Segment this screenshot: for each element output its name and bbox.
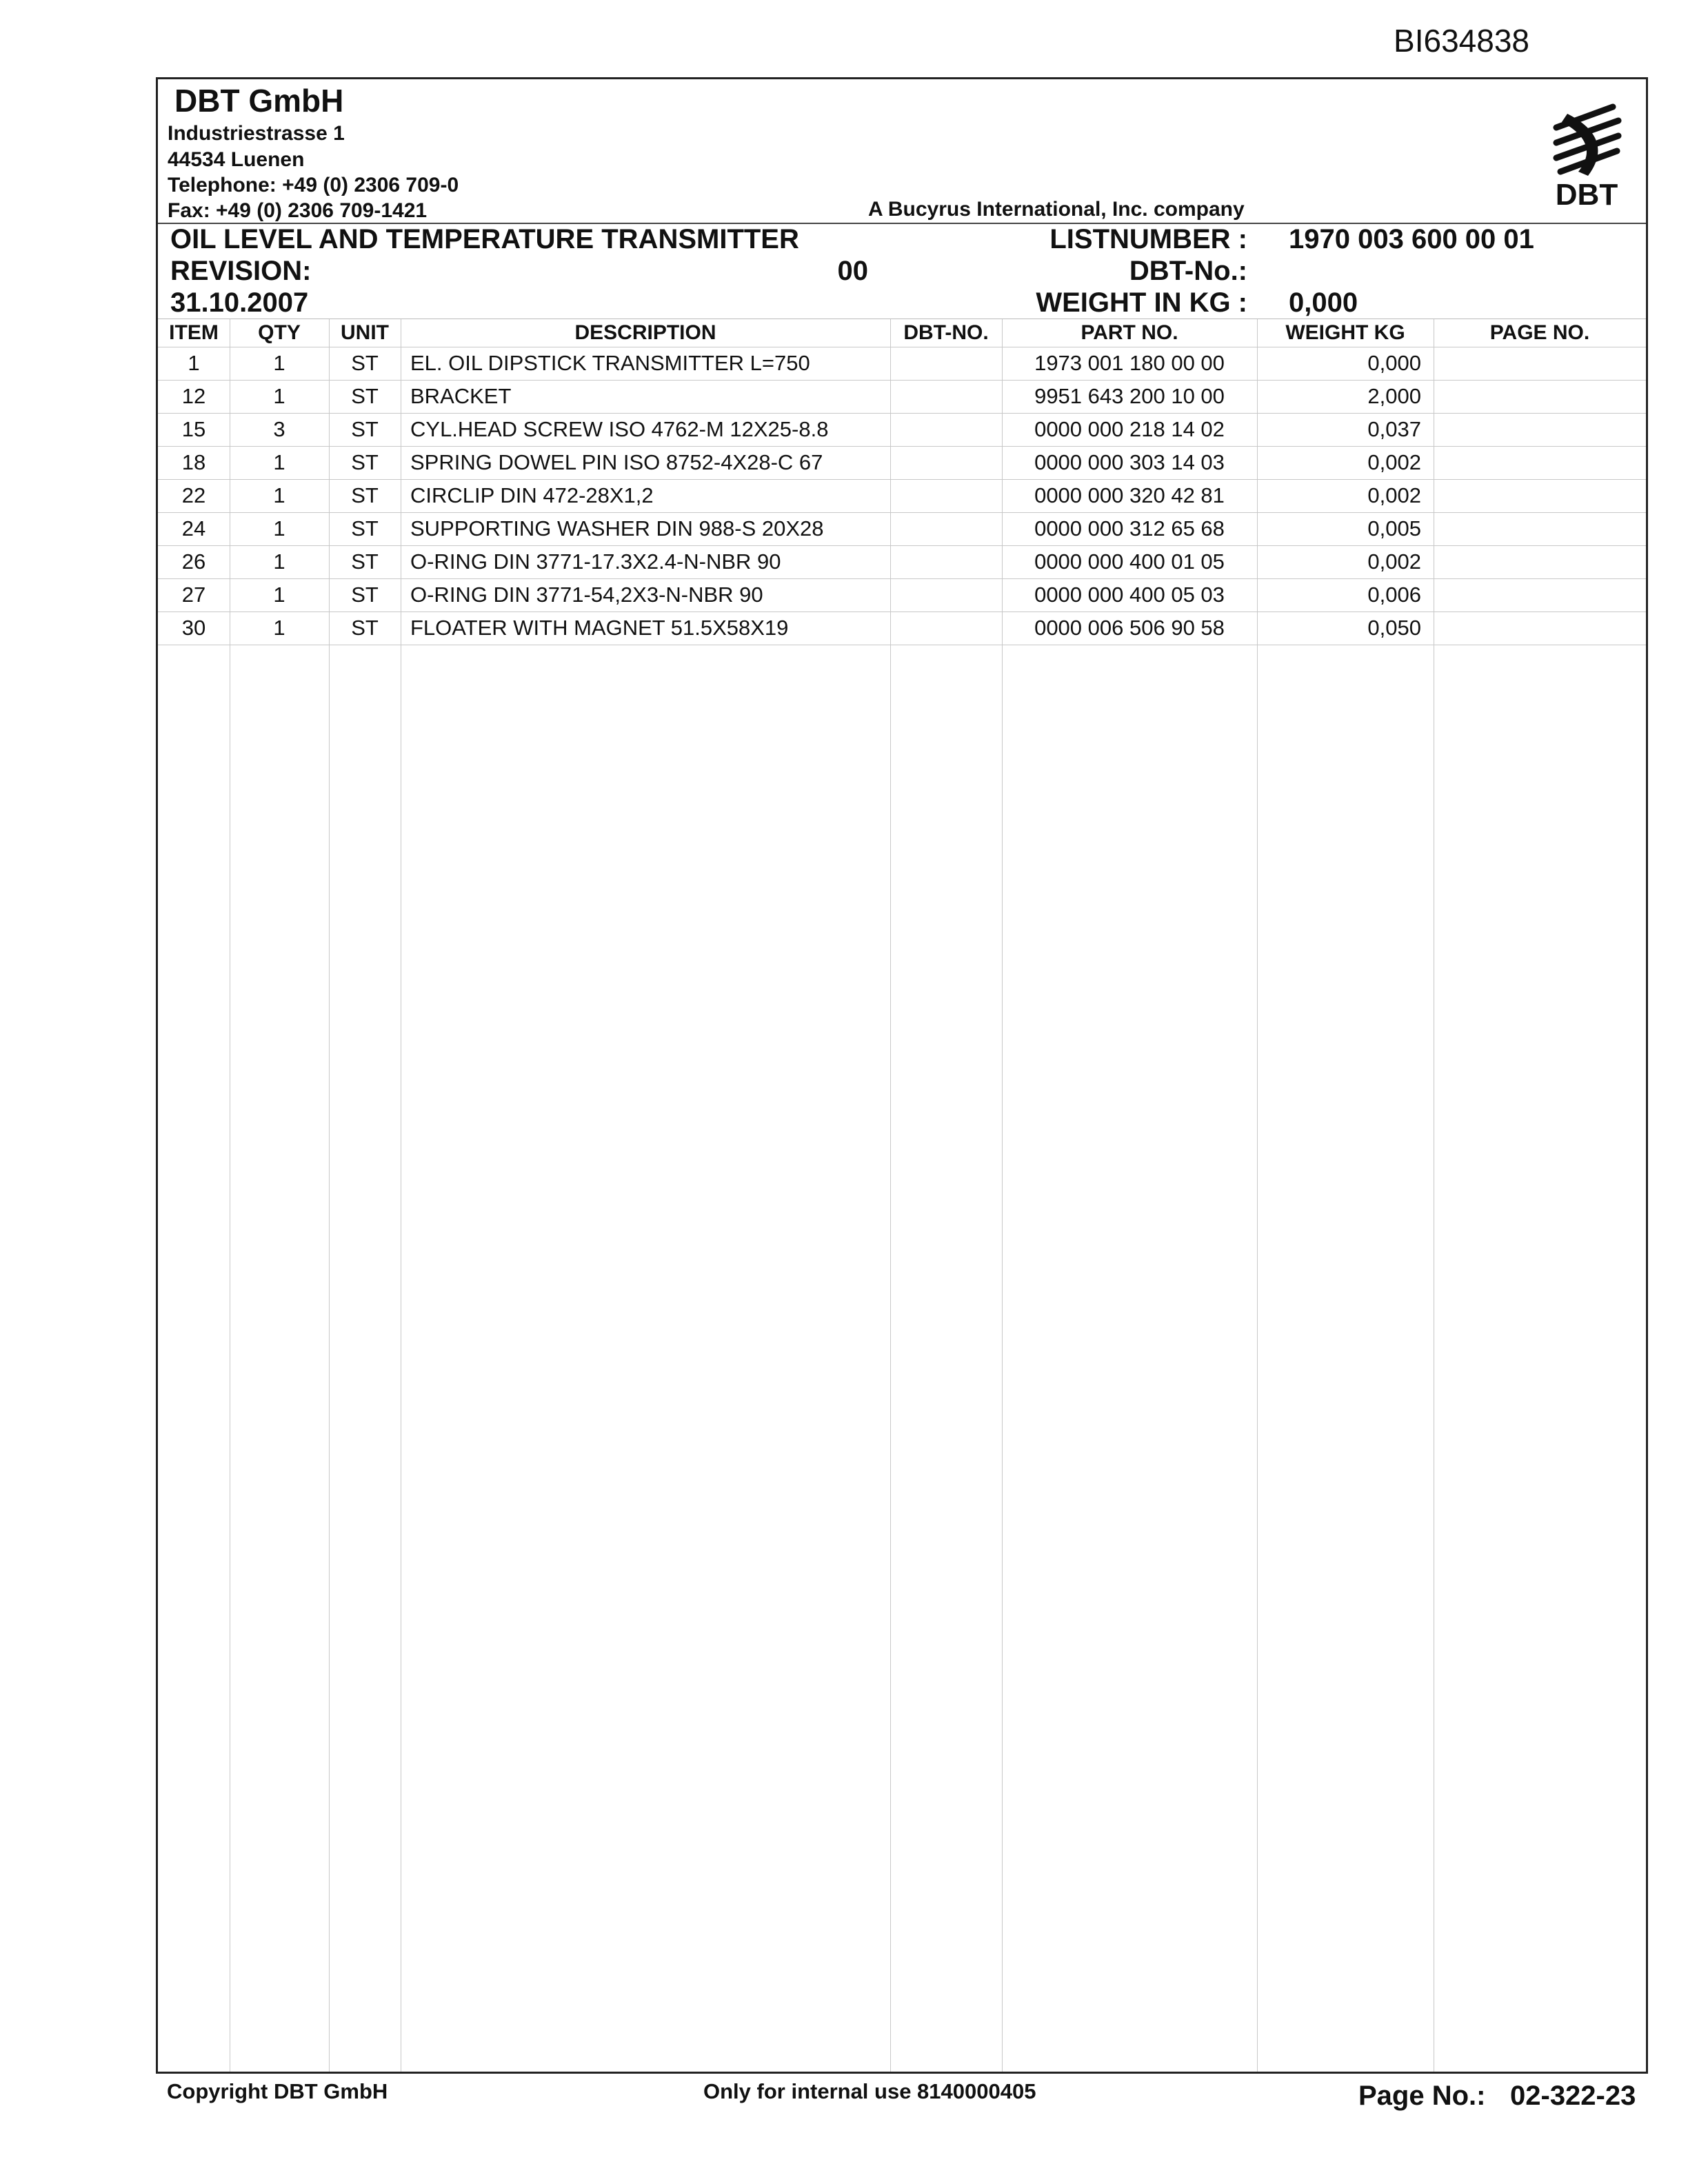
dbt-no-cell	[890, 380, 1002, 413]
description-cell: O-RING DIN 3771-17.3X2.4-N-NBR 90	[410, 549, 781, 574]
dbt-no-cell	[890, 347, 1002, 380]
unit-cell: ST	[351, 450, 379, 474]
table-row	[158, 611, 1646, 645]
page-number-label: Page No.:	[1358, 2081, 1486, 2111]
dbt-no-cell	[890, 545, 1002, 578]
part-no-cell: 0000 000 312 65 68	[1034, 516, 1225, 540]
page-no-cell	[1434, 479, 1646, 512]
header-part-no: PART NO.	[1081, 321, 1178, 344]
table-row	[158, 413, 1646, 447]
qty-cell: 1	[273, 516, 285, 540]
part-no-cell: 0000 000 320 42 81	[1034, 483, 1225, 507]
description-cell: CYL.HEAD SCREW ISO 4762-M 12X25-8.8	[410, 417, 829, 441]
table-row	[158, 545, 1646, 579]
item-cell: 1	[188, 351, 200, 375]
header-unit: UNIT	[341, 321, 389, 344]
unit-cell: ST	[351, 483, 379, 507]
qty-cell: 3	[273, 417, 285, 441]
logo-text: DBT	[1555, 178, 1618, 210]
company-fax: Fax: +49 (0) 2306 709-1421	[168, 199, 428, 222]
page-no-cell	[1434, 347, 1646, 380]
part-no-cell: 0000 000 218 14 02	[1034, 417, 1225, 441]
header-item: ITEM	[169, 321, 219, 344]
weight-cell: 0,037	[1367, 417, 1421, 441]
dbt-logo	[1547, 100, 1627, 210]
revision-value: 00	[837, 256, 868, 286]
unit-cell: ST	[351, 417, 379, 441]
weight-cell: 2,000	[1367, 384, 1421, 408]
item-cell: 30	[181, 616, 206, 640]
page-no-cell	[1434, 512, 1646, 545]
weight-cell: 0,002	[1367, 483, 1421, 507]
description-cell: EL. OIL DIPSTICK TRANSMITTER L=750	[410, 351, 810, 375]
table-row	[158, 578, 1646, 612]
dbt-no-cell	[890, 611, 1002, 645]
weight-cell: 0,000	[1367, 351, 1421, 375]
dbt-no-cell	[890, 479, 1002, 512]
dbt-no-cell	[890, 578, 1002, 611]
unit-cell: ST	[351, 384, 379, 408]
item-cell: 15	[181, 417, 206, 441]
header-weight: WEIGHT KG	[1285, 321, 1405, 344]
table-row	[158, 446, 1646, 480]
description-cell: FLOATER WITH MAGNET 51.5X58X19	[410, 616, 789, 640]
table-row	[158, 479, 1646, 513]
qty-cell: 1	[273, 583, 285, 607]
weight-cell: 0,006	[1367, 583, 1421, 607]
header-page-no: PAGE NO.	[1489, 321, 1590, 344]
qty-cell: 1	[273, 384, 285, 408]
weight-cell: 0,002	[1367, 450, 1421, 474]
page-no-cell	[1434, 578, 1646, 611]
company-name: DBT GmbH	[174, 83, 344, 119]
copyright-note: Copyright DBT GmbH	[167, 2079, 388, 2103]
header-dbt-no: DBT-NO.	[903, 321, 989, 344]
table-row	[158, 347, 1646, 381]
unit-cell: ST	[351, 351, 379, 375]
table-row	[158, 512, 1646, 546]
part-no-cell: 0000 006 506 90 58	[1034, 616, 1225, 640]
qty-cell: 1	[273, 549, 285, 574]
page-no-cell	[1434, 380, 1646, 413]
qty-cell: 1	[273, 616, 285, 640]
part-no-cell: 9951 643 200 10 00	[1034, 384, 1225, 408]
unit-cell: ST	[351, 516, 379, 540]
unit-cell: ST	[351, 583, 379, 607]
revision-label: REVISION:	[170, 256, 312, 286]
description-cell: CIRCLIP DIN 472-28X1,2	[410, 483, 654, 507]
weight-value: 0,000	[1289, 287, 1358, 318]
part-no-cell: 1973 001 180 00 00	[1034, 351, 1225, 375]
part-no-cell: 0000 000 303 14 03	[1034, 450, 1225, 474]
document-id: BI634838	[1394, 23, 1529, 59]
page-no-cell	[1434, 413, 1646, 446]
header-description: DESCRIPTION	[574, 321, 716, 344]
company-city: 44534 Luenen	[168, 148, 305, 171]
dbt-no-label: DBT-No.:	[1129, 256, 1247, 286]
dbt-no-cell	[890, 512, 1002, 545]
description-cell: SUPPORTING WASHER DIN 988-S 20X28	[410, 516, 824, 540]
unit-cell: ST	[351, 549, 379, 574]
page-number-value: 02-322-23	[1510, 2081, 1636, 2111]
dbt-no-cell	[890, 413, 1002, 446]
description-cell: BRACKET	[410, 384, 512, 408]
page-no-cell	[1434, 545, 1646, 578]
listnumber-value: 1970 003 600 00 01	[1289, 224, 1534, 254]
item-cell: 22	[181, 483, 206, 507]
item-cell: 26	[181, 549, 206, 574]
page-no-cell	[1434, 611, 1646, 645]
company-street: Industriestrasse 1	[168, 122, 345, 145]
document-date: 31.10.2007	[170, 287, 309, 318]
company-telephone: Telephone: +49 (0) 2306 709-0	[168, 174, 459, 196]
document-title: OIL LEVEL AND TEMPERATURE TRANSMITTER	[170, 224, 799, 254]
dbt-no-cell	[890, 446, 1002, 479]
description-cell: SPRING DOWEL PIN ISO 8752-4X28-C 67	[410, 450, 823, 474]
item-cell: 18	[181, 450, 206, 474]
weight-label: WEIGHT IN KG :	[1036, 287, 1247, 318]
weight-cell: 0,005	[1367, 516, 1421, 540]
listnumber-label: LISTNUMBER :	[1049, 224, 1247, 254]
unit-cell: ST	[351, 616, 379, 640]
header-qty: QTY	[258, 321, 301, 344]
table-row	[158, 380, 1646, 414]
weight-cell: 0,050	[1367, 616, 1421, 640]
qty-cell: 1	[273, 351, 285, 375]
item-cell: 24	[181, 516, 206, 540]
part-no-cell: 0000 000 400 05 03	[1034, 583, 1225, 607]
parent-company-note: A Bucyrus International, Inc. company	[868, 198, 1245, 221]
part-no-cell: 0000 000 400 01 05	[1034, 549, 1225, 574]
internal-use-note: Only for internal use 8140000405	[703, 2079, 1036, 2103]
weight-cell: 0,002	[1367, 549, 1421, 574]
table-header	[158, 319, 1646, 347]
page-no-cell	[1434, 446, 1646, 479]
item-cell: 27	[181, 583, 206, 607]
item-cell: 12	[181, 384, 206, 408]
parts-list-sheet	[156, 77, 1648, 2074]
qty-cell: 1	[273, 483, 285, 507]
description-cell: O-RING DIN 3771-54,2X3-N-NBR 90	[410, 583, 763, 607]
qty-cell: 1	[273, 450, 285, 474]
